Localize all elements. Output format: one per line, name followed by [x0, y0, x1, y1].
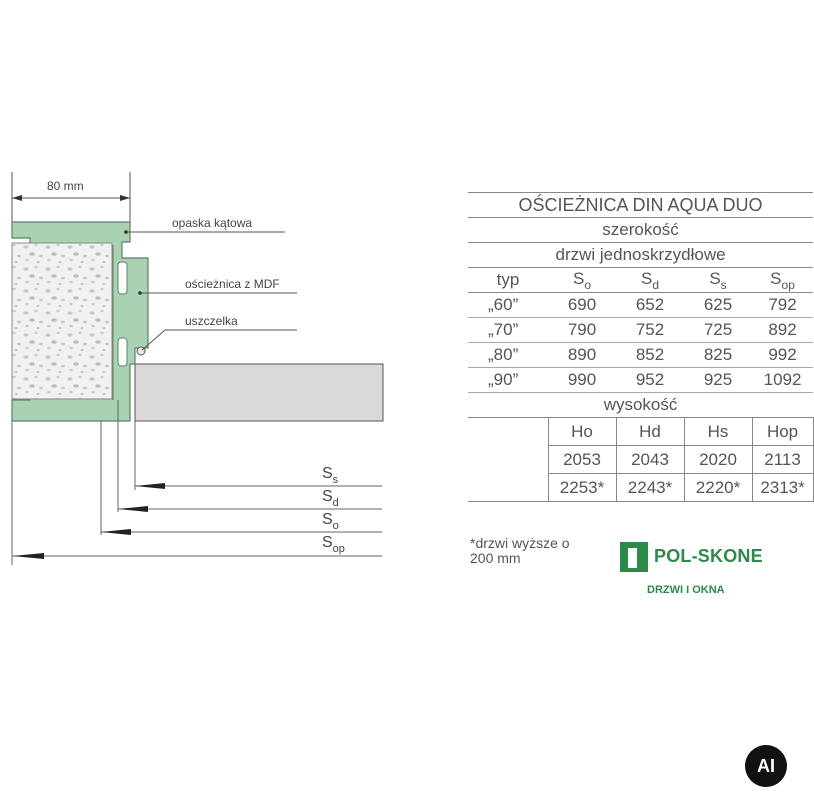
logo-tagline: DRZWI I OKNA [647, 584, 725, 596]
table-row: „80” 890 852 825 992 [468, 343, 813, 368]
header-sop: $S_{op}$ [752, 268, 813, 293]
door-logo-icon [620, 542, 648, 572]
table-row: 2053 2043 2020 2113 [468, 446, 813, 474]
callout-uszczelka [142, 314, 297, 350]
dimension-so [101, 511, 382, 535]
callout-oscieznica-label: ościeżnica z MDF [185, 277, 280, 291]
svg-text:Sd [322, 488, 339, 509]
extension-lines [12, 400, 135, 565]
dimension-sop-sub: op [332, 543, 345, 555]
svg-text:So [322, 511, 339, 532]
header-so: $S_o$ [548, 268, 616, 293]
height-header-row [468, 418, 813, 446]
width-dimension [12, 172, 130, 226]
dimension-so-sub: o [332, 520, 339, 532]
dimension-ss-main: S [322, 465, 333, 482]
table-row: „60” 690 652 625 792 [468, 293, 813, 318]
callout-opaska [124, 216, 285, 234]
door-leaf [12, 243, 112, 399]
callout-opaska-label: opaska kątowa [172, 216, 253, 230]
width-subsection-label: drzwi jednoskrzydłowe [468, 243, 813, 268]
callout-uszczelka-label: uszczelka [185, 314, 238, 328]
dimension-ss-sub: s [332, 474, 339, 486]
ai-badge: AI [745, 745, 787, 787]
header-hs: Hs [684, 418, 752, 446]
width-section-label: szerokość [468, 218, 813, 243]
header-hop: Hop [752, 418, 813, 446]
table-header-row [468, 268, 813, 293]
logo-name: POL-SKONE [654, 546, 763, 566]
svg-text:Ss [322, 465, 339, 486]
header-ss: $S_s$ [684, 268, 752, 293]
spec-table-container [468, 192, 805, 524]
header-ho: Ho [548, 418, 616, 446]
table-row: 2253* 2243* 2220* 2313* [468, 474, 813, 502]
dimension-so-main: S [322, 511, 333, 528]
svg-text:Sop [322, 534, 345, 555]
table-row: „90” 990 952 925 1092 [468, 368, 813, 393]
header-hd: Hd [616, 418, 684, 446]
dimension-sop [12, 534, 382, 559]
dimension-sd-sub: d [332, 497, 339, 509]
spec-table [468, 192, 814, 502]
dimension-sop-main: S [322, 534, 333, 551]
header-typ: typ [468, 268, 548, 293]
pol-skone-logo [620, 540, 770, 600]
dimension-sd-main: S [322, 488, 333, 505]
width-label: 80 mm [47, 179, 84, 193]
wall [135, 364, 383, 421]
dimension-sd [118, 488, 382, 512]
dimension-ss [135, 465, 382, 489]
table-title: OŚCIEŻNICA DIN AQUA DUO [468, 193, 813, 218]
footnote: *drzwi wyższe o 200 mm [470, 535, 570, 566]
callout-oscieznica [138, 277, 297, 295]
header-sd: $S_d$ [616, 268, 684, 293]
height-section-label: wysokość [468, 393, 813, 418]
table-row: „70” 790 752 725 892 [468, 318, 813, 343]
